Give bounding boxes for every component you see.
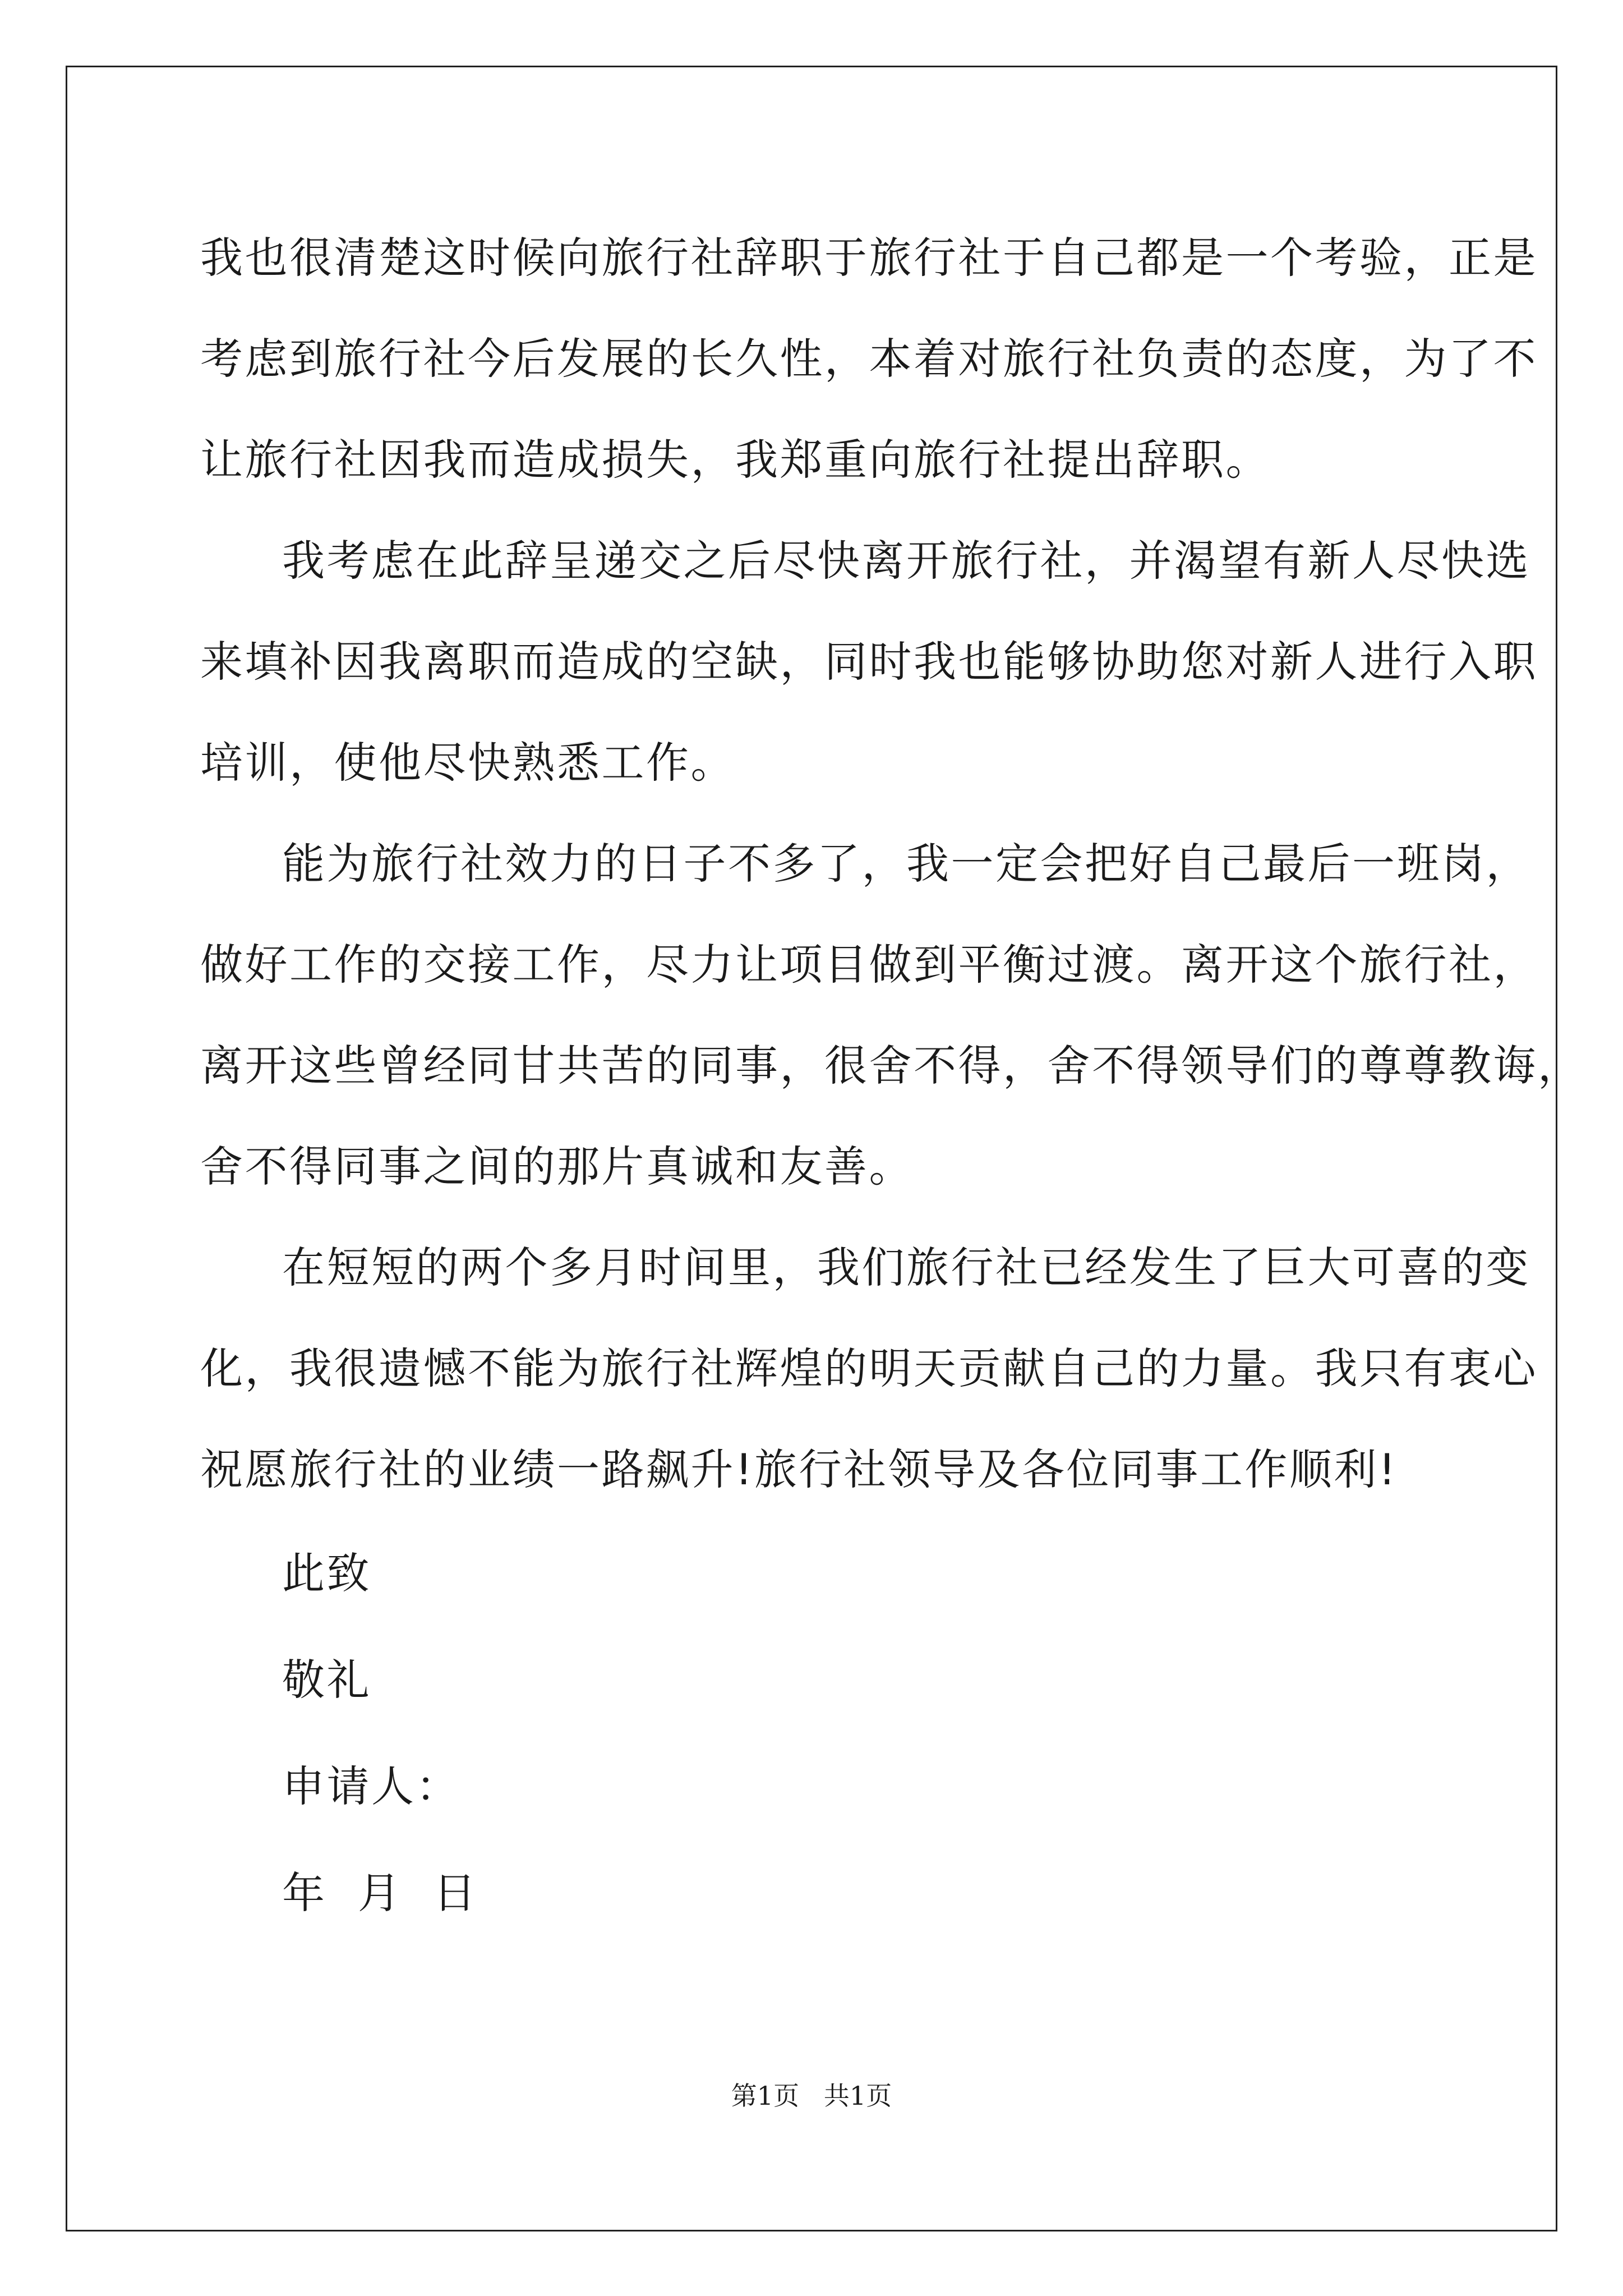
date-label: 年 月 日 [282,1868,478,1918]
paragraph-4-line-3: 祝愿旅行社的业绩一路飙升!旅行社领导及各位同事工作顺利! [200,1444,1398,1494]
paragraph-1-line-1: 我也很清楚这时候向旅行社辞职于旅行社于自己都是一个考验，正是 [200,233,1538,283]
paragraph-1-line-3: 让旅行社因我而造成损失，我郑重向旅行社提出辞职。 [200,435,1270,485]
paragraph-3-line-2: 做好工作的交接工作，尽力让项目做到平衡过渡。离开这个旅行社， [200,940,1538,990]
salutation-jing-li: 敬礼 [282,1655,371,1705]
paragraph-2-line-3: 培训，使他尽快熟悉工作。 [200,738,735,788]
applicant-label: 申请人： [282,1761,460,1811]
paragraph-4-line-1: 在短短的两个多月时间里，我们旅行社已经发生了巨大可喜的变 [282,1243,1530,1292]
paragraph-1-line-2: 考虑到旅行社今后发展的长久性，本着对旅行社负责的态度，为了不 [200,334,1538,384]
letter-body [200,208,1583,1947]
paragraph-4-line-2: 化，我很遗憾不能为旅行社辉煌的明天贡献自己的力量。我只有衷心 [200,1343,1538,1393]
paragraph-3-line-4: 舍不得同事之间的那片真诚和友善。 [200,1142,914,1191]
paragraph-3-line-3: 离开这些曾经同甘共苦的同事，很舍不得，舍不得领导们的尊尊教诲， [200,1041,1583,1091]
salutation-ci-zhi: 此致 [282,1548,371,1598]
paragraph-2-line-2: 来填补因我离职而造成的空缺，同时我也能够协助您对新人进行入职 [200,637,1538,687]
paragraph-2-line-1: 我考虑在此辞呈递交之后尽快离开旅行社，并渴望有新人尽快选 [282,536,1530,586]
page-number-footer: 第1页 共1页 [731,2081,892,2111]
paragraph-3-line-1: 能为旅行社效力的日子不多了，我一定会把好自己最后一班岗， [282,839,1530,889]
